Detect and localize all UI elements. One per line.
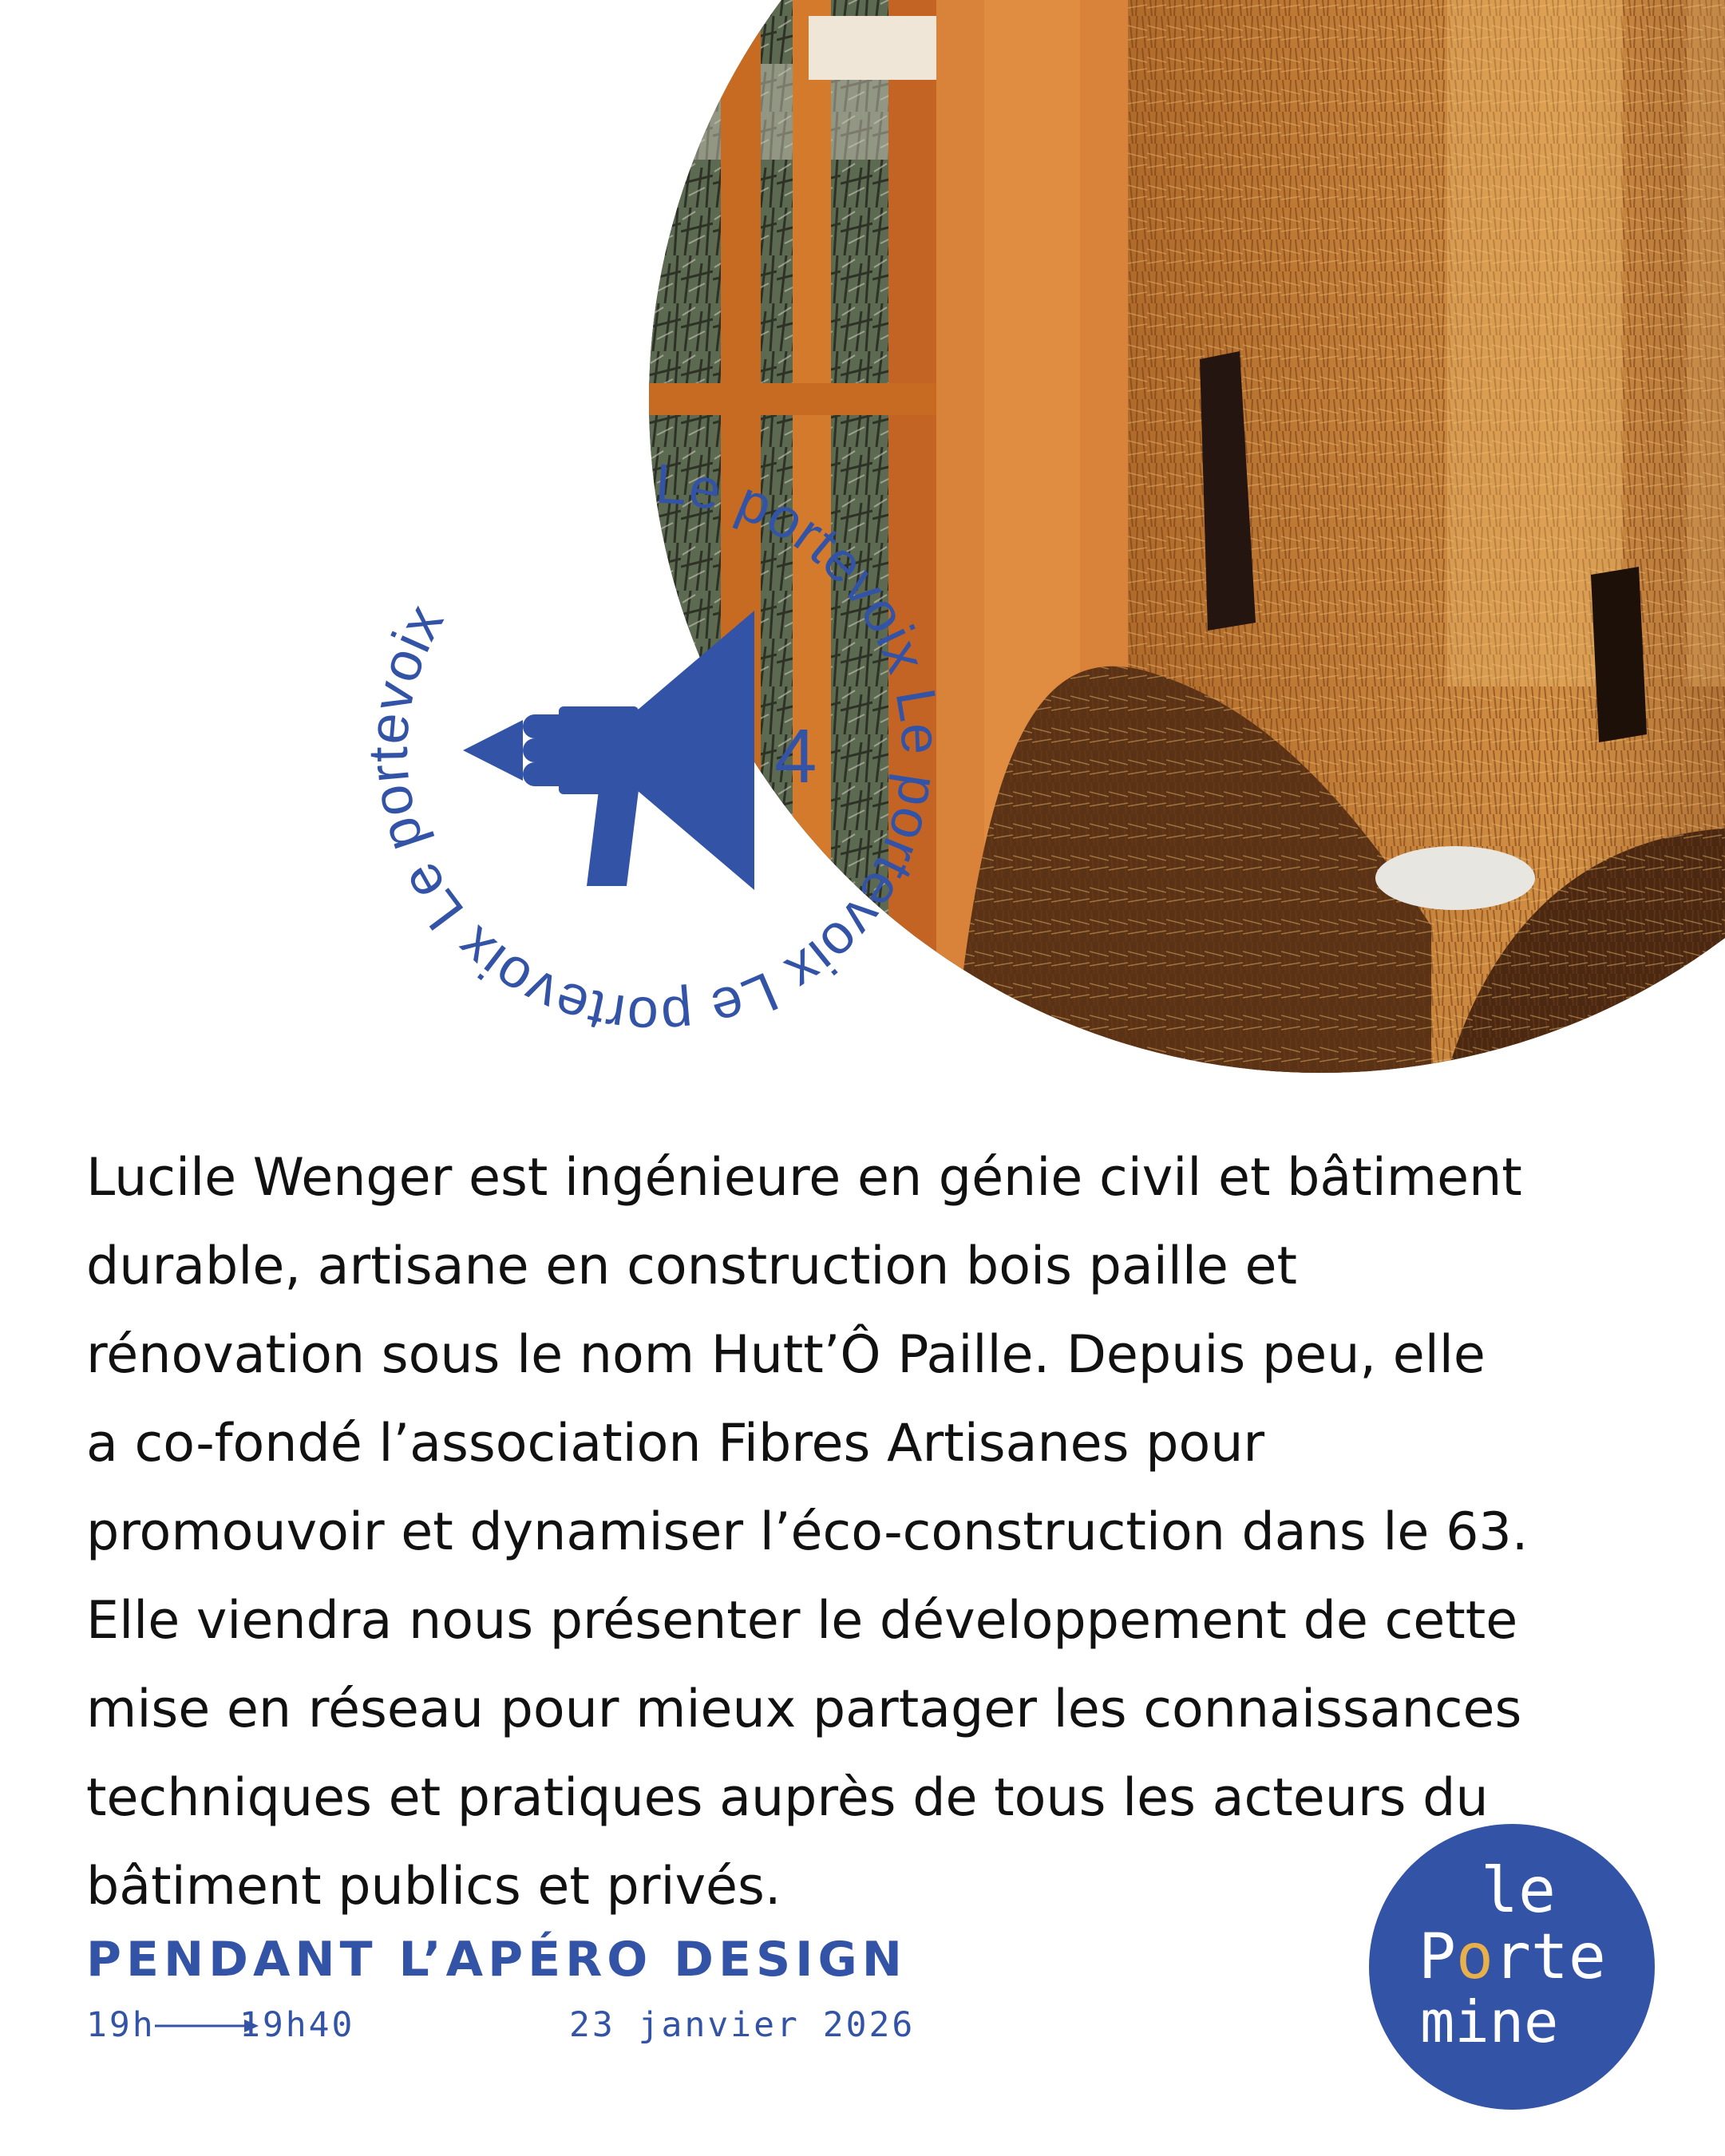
ring-text: Le portevoix Le portevoix Le portevoix Le portevoix <box>356 452 953 1049</box>
description-text: Lucile Wenger est ingénieure en génie civil et bâtiment durable, artisane en construction bois paille et rénovation sous le nom Hutt’Ô Paille. Depuis peu, elle a co-fondé l’association Fibres Artisanes pour promouvoir et dynamiser l’éco-construction dans le 63. Elle viendra nous présenter le développement de cette mise en réseau pour mieux partager les connaissances techniques et pratiques auprès de tous les acteurs du bâtiment publics et privés. <box>86 1148 1529 1917</box>
logo-line-porte: Porte <box>1418 1921 1606 1993</box>
portevoix-badge <box>351 447 958 1054</box>
event-title: PENDANT L’APÉRO DESIGN <box>86 1932 907 1988</box>
time-end: 19h40 <box>239 2005 355 2045</box>
event-date: 23 janvier 2026 <box>569 2005 916 2045</box>
logo-line-mine: mine <box>1420 1988 1559 2055</box>
time-start: 19h <box>86 2005 156 2045</box>
le-porte-mine-logo <box>1369 1824 1655 2110</box>
megaphone-icon <box>463 611 754 890</box>
badge-number: 4 <box>774 714 817 799</box>
logo-line-le: le <box>1481 1855 1556 1927</box>
